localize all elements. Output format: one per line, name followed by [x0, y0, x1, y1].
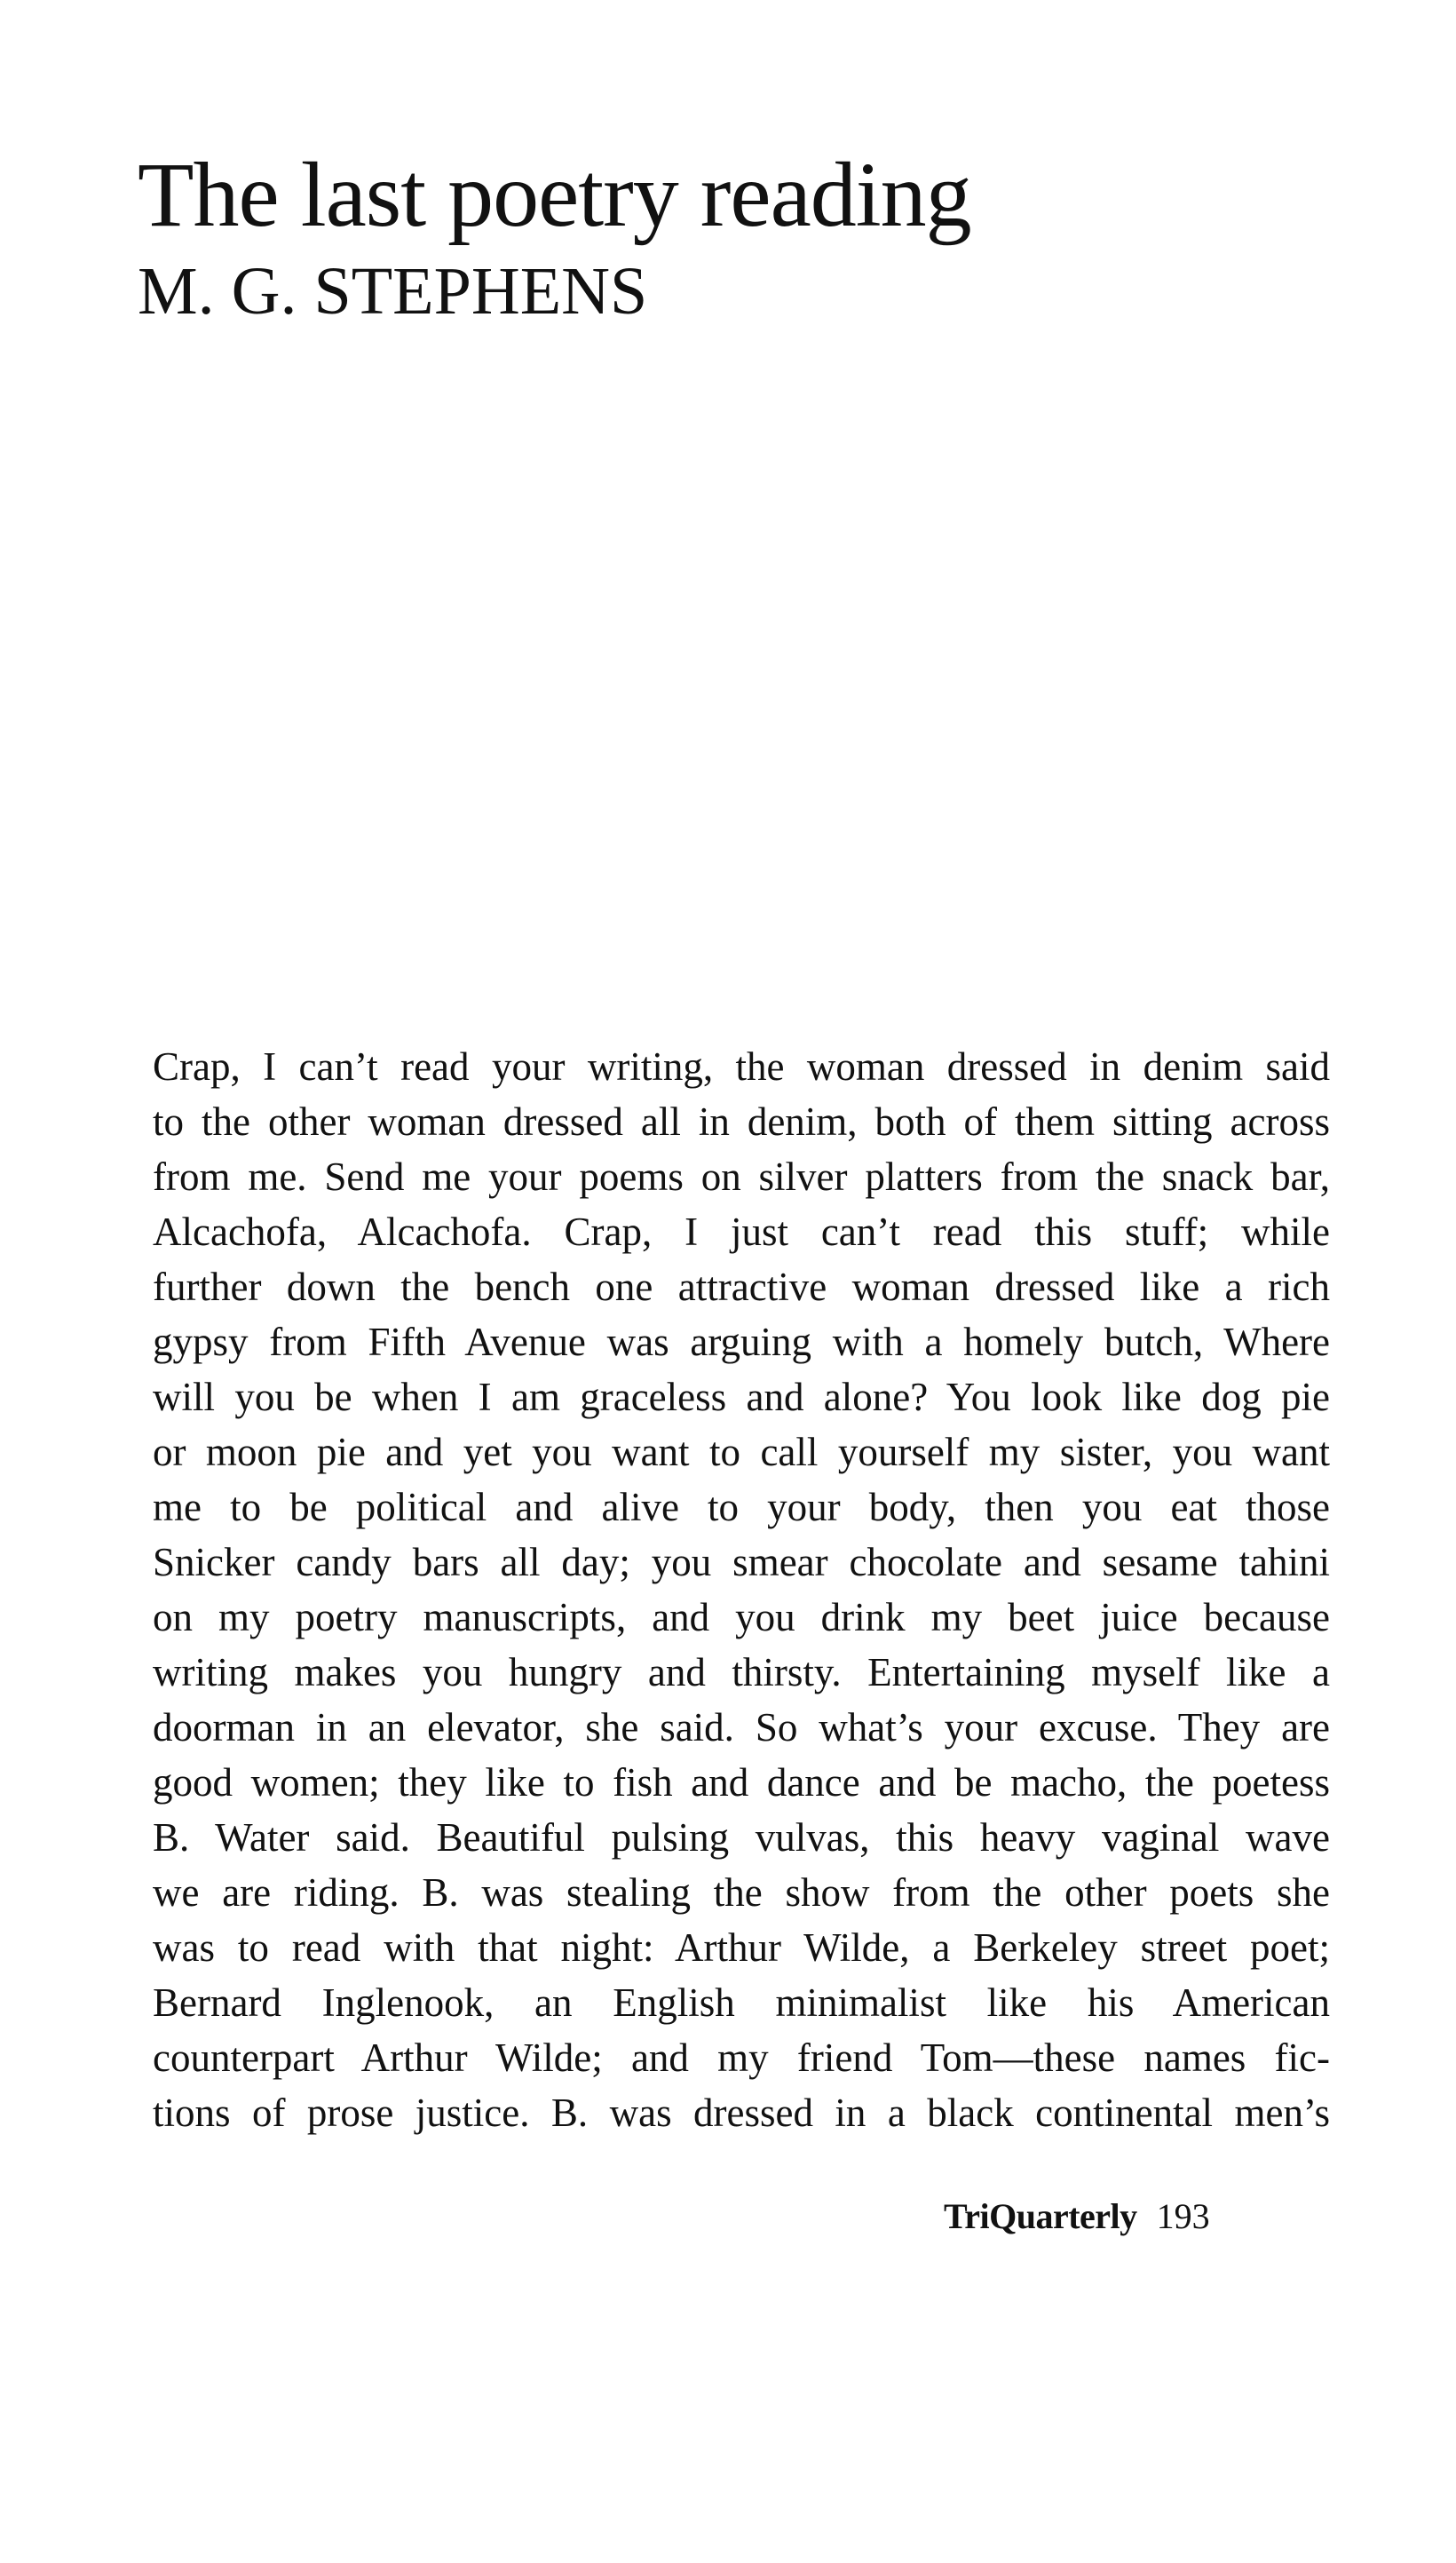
article-title: The last poetry reading	[138, 144, 971, 246]
page-number: 193	[1156, 2196, 1210, 2236]
text-line: was to read with that night: Arthur Wilde, a Berkeley street poet;	[153, 1925, 1330, 1970]
text-line: writing makes you hungry and thirsty. Entertaining myself like a	[153, 1650, 1330, 1694]
text-line: Alcachofa, Alcachofa. Crap, I just can’t read this stuff; while	[153, 1210, 1330, 1254]
text-line: we are riding. B. was stealing the show from the other poets she	[153, 1870, 1330, 1915]
page-footer	[944, 2196, 1210, 2236]
text-line: further down the bench one attractive woman dressed like a rich	[153, 1265, 1330, 1309]
text-line: will you be when I am graceless and alone? You look like dog pie	[153, 1375, 1330, 1419]
article-author: M. G. STEPHENS	[138, 254, 648, 329]
text-line: gypsy from Fifth Avenue was arguing with a homely butch, Where	[153, 1320, 1330, 1364]
text-line: on my poetry manuscripts, and you drink my beet juice because	[153, 1595, 1330, 1639]
text-line: Crap, I can’t read your writing, the woman dressed in denim said	[153, 1044, 1330, 1089]
text-line: me to be political and alive to your body, then you eat those	[153, 1485, 1330, 1529]
text-line: Bernard Inglenook, an English minimalist like his American	[153, 1980, 1330, 2025]
text-line: from me. Send me your poems on silver platters from the snack bar,	[153, 1155, 1330, 1199]
text-line: or moon pie and yet you want to call yourself my sister, you want	[153, 1430, 1330, 1474]
text-line: good women; they like to fish and dance and be macho, the poetess	[153, 1760, 1330, 1805]
text-line: counterpart Arthur Wilde; and my friend Tom—these names fic-	[153, 2035, 1330, 2080]
body-text	[153, 1039, 1330, 2140]
journal-name: TriQuarterly	[944, 2196, 1137, 2236]
text-line: Snicker candy bars all day; you smear chocolate and sesame tahini	[153, 1540, 1330, 1584]
text-line: tions of prose justice. B. was dressed in a black continental men’s	[153, 2091, 1330, 2135]
text-line: B. Water said. Beautiful pulsing vulvas, this heavy vaginal wave	[153, 1815, 1330, 1860]
text-line: doorman in an elevator, she said. So what’s your excuse. They are	[153, 1705, 1330, 1750]
text-line: to the other woman dressed all in denim, both of them sitting across	[153, 1099, 1330, 1144]
